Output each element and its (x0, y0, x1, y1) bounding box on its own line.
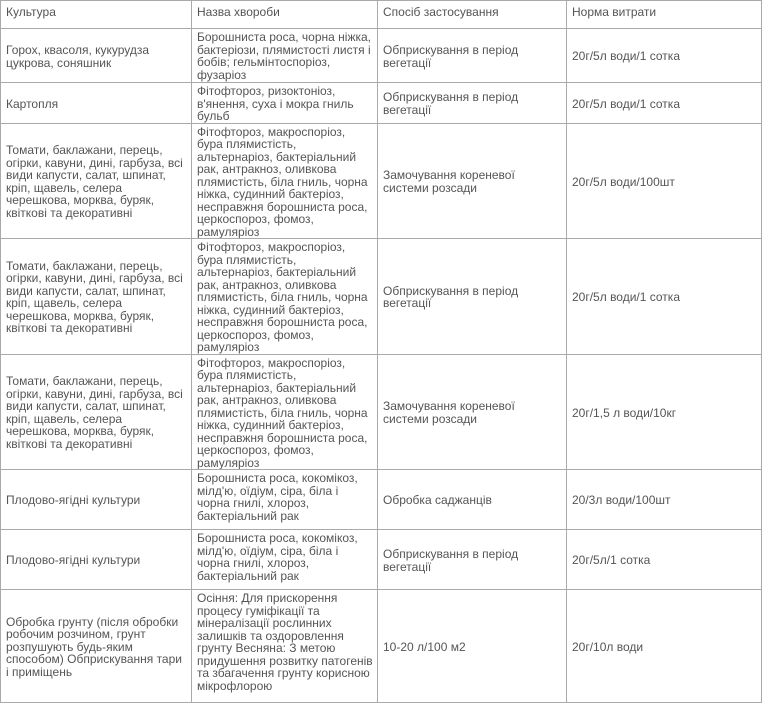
cell-culture: Плодово-ягідні культури (1, 470, 192, 530)
cell-rate: 20г/5л води/1 сотка (567, 83, 762, 124)
cell-culture: Томати, баклажани, перець, огірки, кавуни, дині, гарбуза, всі види капусти, салат, шпинат, кріп, щавель, селера черешкова, морква, буряк, квіткові та декоративні (1, 354, 192, 470)
header-rate: Норма витрати (567, 1, 762, 29)
table-row (1, 29, 762, 83)
table-row (1, 83, 762, 124)
cell-rate: 20г/10л води (567, 590, 762, 703)
table-row (1, 354, 762, 470)
cell-disease: Фітофтороз, макроспоріоз, бура плямистість, альтернаріоз, бактеріальний рак, антракноз, оливкова плямистість, біла гниль, чорна ніжка, судинний бактеріоз, несправжня борошниста роса, церкоспороз, фомоз, рамуляріоз (192, 123, 378, 239)
cell-method: Замочування кореневої системи розсади (378, 123, 567, 239)
header-method: Спосіб застосування (378, 1, 567, 29)
table-row (1, 590, 762, 703)
cell-disease: Фітофтороз, макроспоріоз, бура плямистість, альтернаріоз, бактеріальний рак, антракноз, оливкова плямистість, біла гниль, чорна ніжка, судинний бактеріоз, несправжня борошниста роса, церкоспороз, фомоз, рамуляріоз (192, 354, 378, 470)
cell-culture: Картопля (1, 83, 192, 124)
cell-method: Замочування кореневої системи розсади (378, 354, 567, 470)
cell-disease: Фітофтороз, макроспоріоз, бура плямистість, альтернаріоз, бактеріальний рак, антракноз, оливкова плямистість, біла гниль, чорна ніжка, судинний бактеріоз, несправжня борошниста роса, церкоспороз, фомоз, рамуляріоз (192, 239, 378, 355)
table-row (1, 239, 762, 355)
cell-method: Обприскування в період вегетації (378, 29, 567, 83)
cell-method: 10-20 л/100 м2 (378, 590, 567, 703)
cell-method: Обприскування в період вегетації (378, 239, 567, 355)
cell-culture: Плодово-ягідні культури (1, 530, 192, 590)
header-disease: Назва хвороби (192, 1, 378, 29)
table-row (1, 530, 762, 590)
cell-rate: 20г/5л води/1 сотка (567, 239, 762, 355)
table-row (1, 123, 762, 239)
header-culture: Культура (1, 1, 192, 29)
table-header-row (1, 1, 762, 29)
table-row (1, 470, 762, 530)
cell-disease: Борошниста роса, кокомікоз, мілд'ю, оїдіум, сіра, біла і чорна гнилі, хлороз, бактеріальний рак (192, 470, 378, 530)
cell-culture: Томати, баклажани, перець, огірки, кавуни, дині, гарбуза, всі види капусти, салат, шпинат, кріп, щавель, селера черешкова, морква, буряк, квіткові та декоративні (1, 123, 192, 239)
cell-rate: 20г/1,5 л води/10кг (567, 354, 762, 470)
cell-culture: Горох, квасоля, кукурудза цукрова, соняшник (1, 29, 192, 83)
cell-rate: 20г/5л води/100шт (567, 123, 762, 239)
cell-rate: 20/3л води/100шт (567, 470, 762, 530)
cell-rate: 20г/5л/1 сотка (567, 530, 762, 590)
cell-method: Обприскування в період вегетації (378, 83, 567, 124)
cell-disease: Фітофтороз, ризоктоніоз, в'янення, суха і мокра гниль бульб (192, 83, 378, 124)
cell-rate: 20г/5л води/1 сотка (567, 29, 762, 83)
cell-culture: Томати, баклажани, перець, огірки, кавуни, дині, гарбуза, всі види капусти, салат, шпинат, кріп, щавель, селера черешкова, морква, буряк, квіткові та декоративні (1, 239, 192, 355)
cell-method: Обробка саджанців (378, 470, 567, 530)
cell-culture: Обробка грунту (після обробки робочим розчином, грунт розпушують будь-яким способом) Обприскування тари і приміщень (1, 590, 192, 703)
cell-disease: Борошниста роса, чорна ніжка, бактеріози, плямистості листя і бобів; гельмінтоспоріоз, фузаріоз (192, 29, 378, 83)
cell-disease: Осіння: Для прискорення процесу гуміфікації та мінералізації рослинних залишків та оздоровлення грунту Весняна: З метою придушення розвитку патогенів та збагачення грунту корисною мікрофлорою (192, 590, 378, 703)
cell-disease: Борошниста роса, кокомікоз, мілд'ю, оїдіум, сіра, біла і чорна гнилі, хлороз, бактеріальний рак (192, 530, 378, 590)
cell-method: Обприскування в період вегетації (378, 530, 567, 590)
